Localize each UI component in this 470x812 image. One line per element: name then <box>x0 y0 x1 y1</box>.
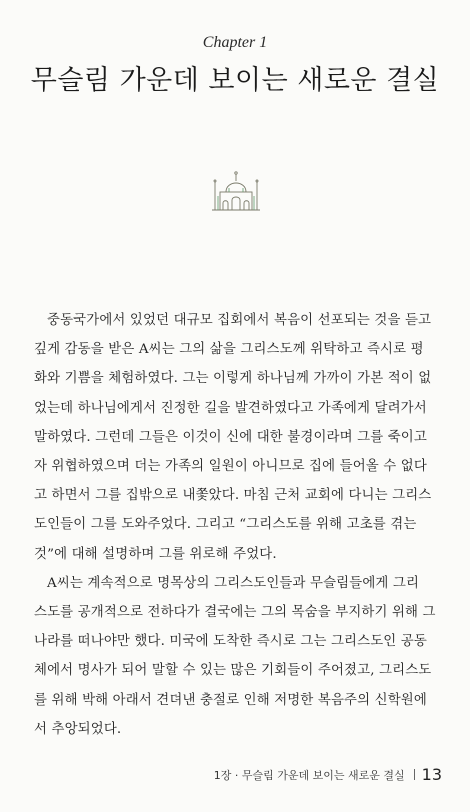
text-line: 스도를 공개적으로 전하다가 결국에는 그의 목숨을 부지하기 위해 그 <box>34 605 436 621</box>
chapter-label: Chapter 1 <box>202 34 268 51</box>
paragraph <box>34 306 438 569</box>
text-line: 었는데 하나님에게서 진정한 길을 발견하였다고 가족에게 달려가서 <box>34 400 427 416</box>
text-line: 것”에 대해 설명하며 그를 위로해 주었다. <box>34 546 277 562</box>
footer-divider <box>414 769 415 780</box>
text-line: 깊게 감동을 받은 A씨는 그의 삶을 그리스도께 위탁하고 즉시로 평 <box>34 342 424 358</box>
text-line: A씨는 계속적으로 명목상의 그리스도인들과 무슬림들에게 그리 <box>47 575 420 591</box>
text-line: 체에서 명사가 되어 말할 수 있는 많은 기회들이 주어졌고, 그리스도 <box>34 663 432 679</box>
chapter-title: 무슬림 가운데 보이는 새로운 결실 <box>30 65 440 96</box>
text-line: 서 추앙되었다. <box>34 721 122 737</box>
text-line: 중동국가에서 있었던 대규모 집회에서 복음이 선포되는 것을 듣고 <box>47 313 432 328</box>
text-line: 나라를 떠나야만 했다. 미국에 도착한 즉시로 그는 그리스도인 공동 <box>34 634 427 650</box>
text-line: 자 위협하였으며 더는 가족의 일원이 아니므로 집에 들어올 수 없다 <box>34 459 427 475</box>
text-line: 도인들이 그를 도와주었다. 그리고 “그리스도를 위해 고초를 겪는 <box>34 517 417 533</box>
mosque-ornament-icon <box>210 166 262 214</box>
text-line: 고 하면서 그를 집밖으로 내쫓았다. 마침 근처 교회에 다니는 그리스 <box>34 488 432 504</box>
page-footer <box>214 765 442 784</box>
running-head: 1장 · 무슬림 가운데 보이는 새로운 결실 <box>213 768 405 782</box>
page-number: 13 <box>421 765 442 784</box>
text-line: 화와 기쁨을 체험하였다. 그는 이렇게 하나님께 가까이 가본 적이 없 <box>34 371 432 387</box>
body-text <box>34 306 438 744</box>
paragraph <box>34 569 438 744</box>
text-line: 를 위해 박해 아래서 견뎌낸 충절로 인해 저명한 복음주의 신학원에 <box>34 692 427 708</box>
text-line: 말하였다. 그런데 그들은 이것이 신에 대한 불경이라며 그를 죽이고 <box>34 429 427 445</box>
